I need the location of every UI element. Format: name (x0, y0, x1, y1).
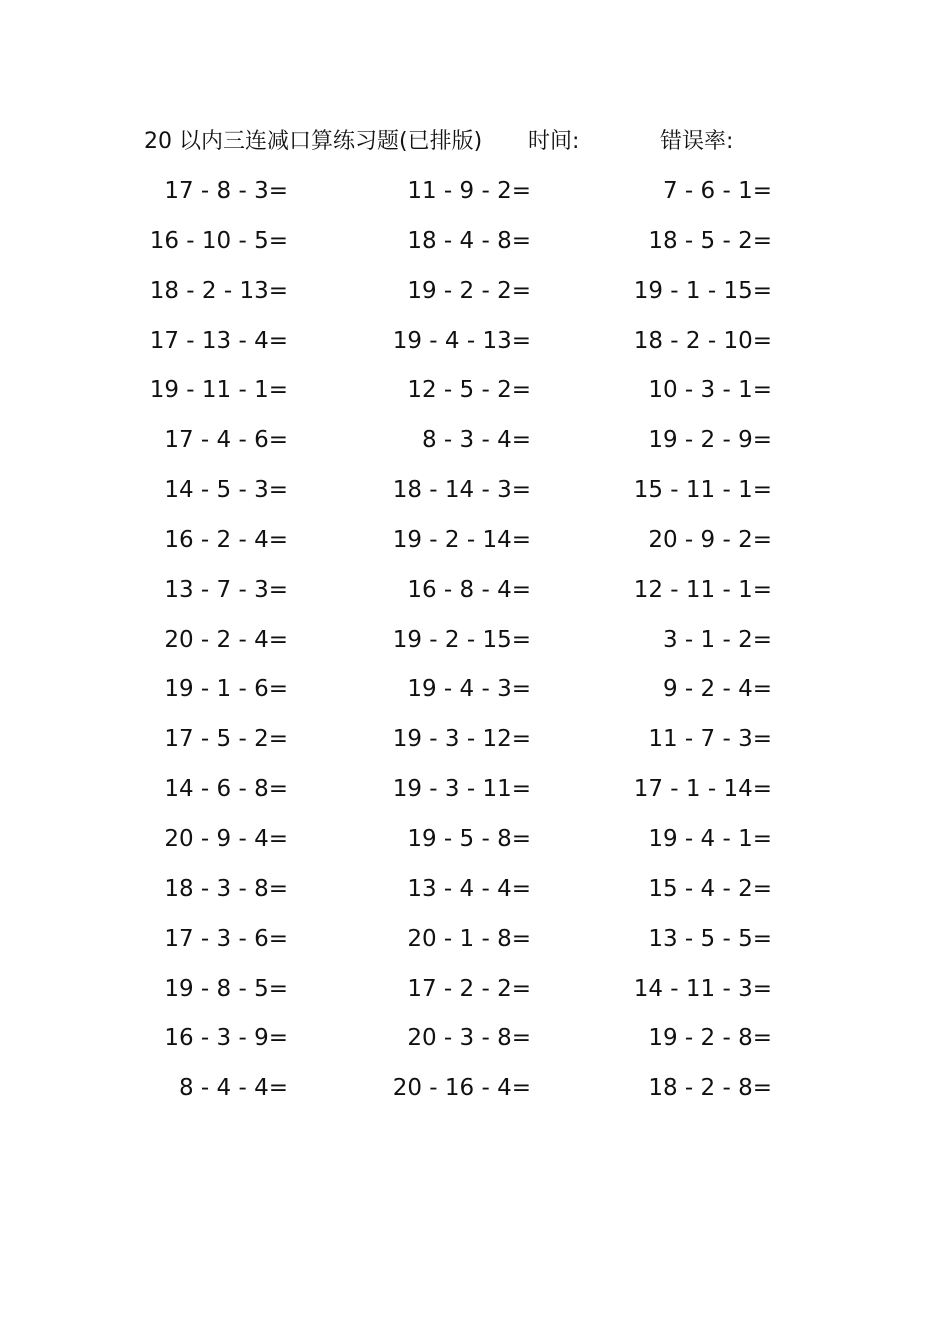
worksheet-title: 20 以内三连减口算练习题(已排版) (144, 129, 483, 154)
problem-item: 9 - 2 - 4= (662, 676, 772, 703)
problem-item: 17 - 2 - 2= (407, 975, 531, 1002)
problem-item: 13 - 4 - 4= (407, 875, 531, 902)
problem-item: 17 - 1 - 14= (633, 776, 772, 803)
worksheet-header (144, 126, 784, 158)
problem-row (0, 822, 950, 872)
problem-item: 19 - 4 - 3= (407, 676, 531, 703)
problem-item: 18 - 2 - 8= (648, 1075, 772, 1102)
problem-item: 13 - 7 - 3= (164, 576, 288, 603)
problem-item: 13 - 5 - 5= (648, 925, 772, 952)
problem-item: 19 - 2 - 8= (648, 1025, 772, 1052)
problem-item: 19 - 2 - 15= (392, 626, 531, 653)
problem-row (0, 972, 950, 1022)
problem-item: 20 - 1 - 8= (407, 925, 531, 952)
problem-item: 16 - 10 - 5= (149, 227, 288, 254)
time-label: 时间: (528, 129, 580, 154)
problem-row (0, 324, 950, 374)
problem-row (0, 872, 950, 922)
problem-item: 17 - 5 - 2= (164, 726, 288, 753)
problem-item: 18 - 3 - 8= (164, 875, 288, 902)
problem-item: 11 - 7 - 3= (648, 726, 772, 753)
problem-item: 3 - 1 - 2= (662, 626, 772, 653)
problem-item: 19 - 2 - 14= (392, 526, 531, 553)
problem-row (0, 573, 950, 623)
problem-item: 20 - 9 - 2= (648, 526, 772, 553)
problem-row (0, 722, 950, 772)
problem-row (0, 772, 950, 822)
error-rate-label: 错误率: (660, 129, 734, 154)
problem-row (0, 373, 950, 423)
problem-item: 12 - 11 - 1= (633, 576, 772, 603)
problem-item: 19 - 2 - 2= (407, 277, 531, 304)
problem-item: 16 - 3 - 9= (164, 1025, 288, 1052)
problem-item: 18 - 4 - 8= (407, 227, 531, 254)
problem-item: 19 - 1 - 6= (164, 676, 288, 703)
problem-item: 16 - 2 - 4= (164, 526, 288, 553)
problem-row (0, 672, 950, 722)
problem-row (0, 1021, 950, 1071)
problem-row (0, 623, 950, 673)
problem-item: 17 - 8 - 3= (164, 178, 288, 204)
problem-row (0, 274, 950, 324)
problem-item: 8 - 4 - 4= (178, 1075, 288, 1102)
problem-item: 14 - 11 - 3= (633, 975, 772, 1002)
problem-item: 20 - 3 - 8= (407, 1025, 531, 1052)
problem-row (0, 423, 950, 473)
problem-item: 20 - 16 - 4= (392, 1075, 531, 1102)
problem-item: 16 - 8 - 4= (407, 576, 531, 603)
problem-item: 20 - 9 - 4= (164, 825, 288, 852)
problem-item: 18 - 5 - 2= (648, 227, 772, 254)
problem-item: 18 - 2 - 10= (633, 327, 772, 354)
problem-item: 19 - 5 - 8= (407, 825, 531, 852)
problem-item: 8 - 3 - 4= (421, 427, 531, 454)
problem-item: 18 - 14 - 3= (392, 477, 531, 504)
problem-row (0, 174, 950, 224)
problem-row (0, 1071, 950, 1121)
problem-item: 20 - 2 - 4= (164, 626, 288, 653)
problem-item: 17 - 4 - 6= (164, 427, 288, 454)
problem-item: 19 - 1 - 15= (633, 277, 772, 304)
problem-item: 15 - 4 - 2= (648, 875, 772, 902)
problem-item: 19 - 4 - 1= (648, 825, 772, 852)
problem-item: 19 - 3 - 12= (392, 726, 531, 753)
problem-grid (0, 174, 950, 1121)
problem-item: 7 - 6 - 1= (662, 178, 772, 204)
problem-row (0, 523, 950, 573)
problem-item: 19 - 2 - 9= (648, 427, 772, 454)
problem-item: 19 - 3 - 11= (392, 776, 531, 803)
problem-item: 14 - 5 - 3= (164, 477, 288, 504)
problem-item: 11 - 9 - 2= (407, 178, 531, 204)
problem-item: 10 - 3 - 1= (648, 377, 772, 404)
problem-row (0, 922, 950, 972)
problem-item: 17 - 13 - 4= (149, 327, 288, 354)
problem-row (0, 473, 950, 523)
problem-item: 12 - 5 - 2= (407, 377, 531, 404)
problem-item: 14 - 6 - 8= (164, 776, 288, 803)
problem-item: 17 - 3 - 6= (164, 925, 288, 952)
problem-item: 19 - 11 - 1= (149, 377, 288, 404)
problem-item: 19 - 4 - 13= (392, 327, 531, 354)
problem-item: 18 - 2 - 13= (149, 277, 288, 304)
problem-row (0, 224, 950, 274)
problem-item: 19 - 8 - 5= (164, 975, 288, 1002)
problem-item: 15 - 11 - 1= (633, 477, 772, 504)
